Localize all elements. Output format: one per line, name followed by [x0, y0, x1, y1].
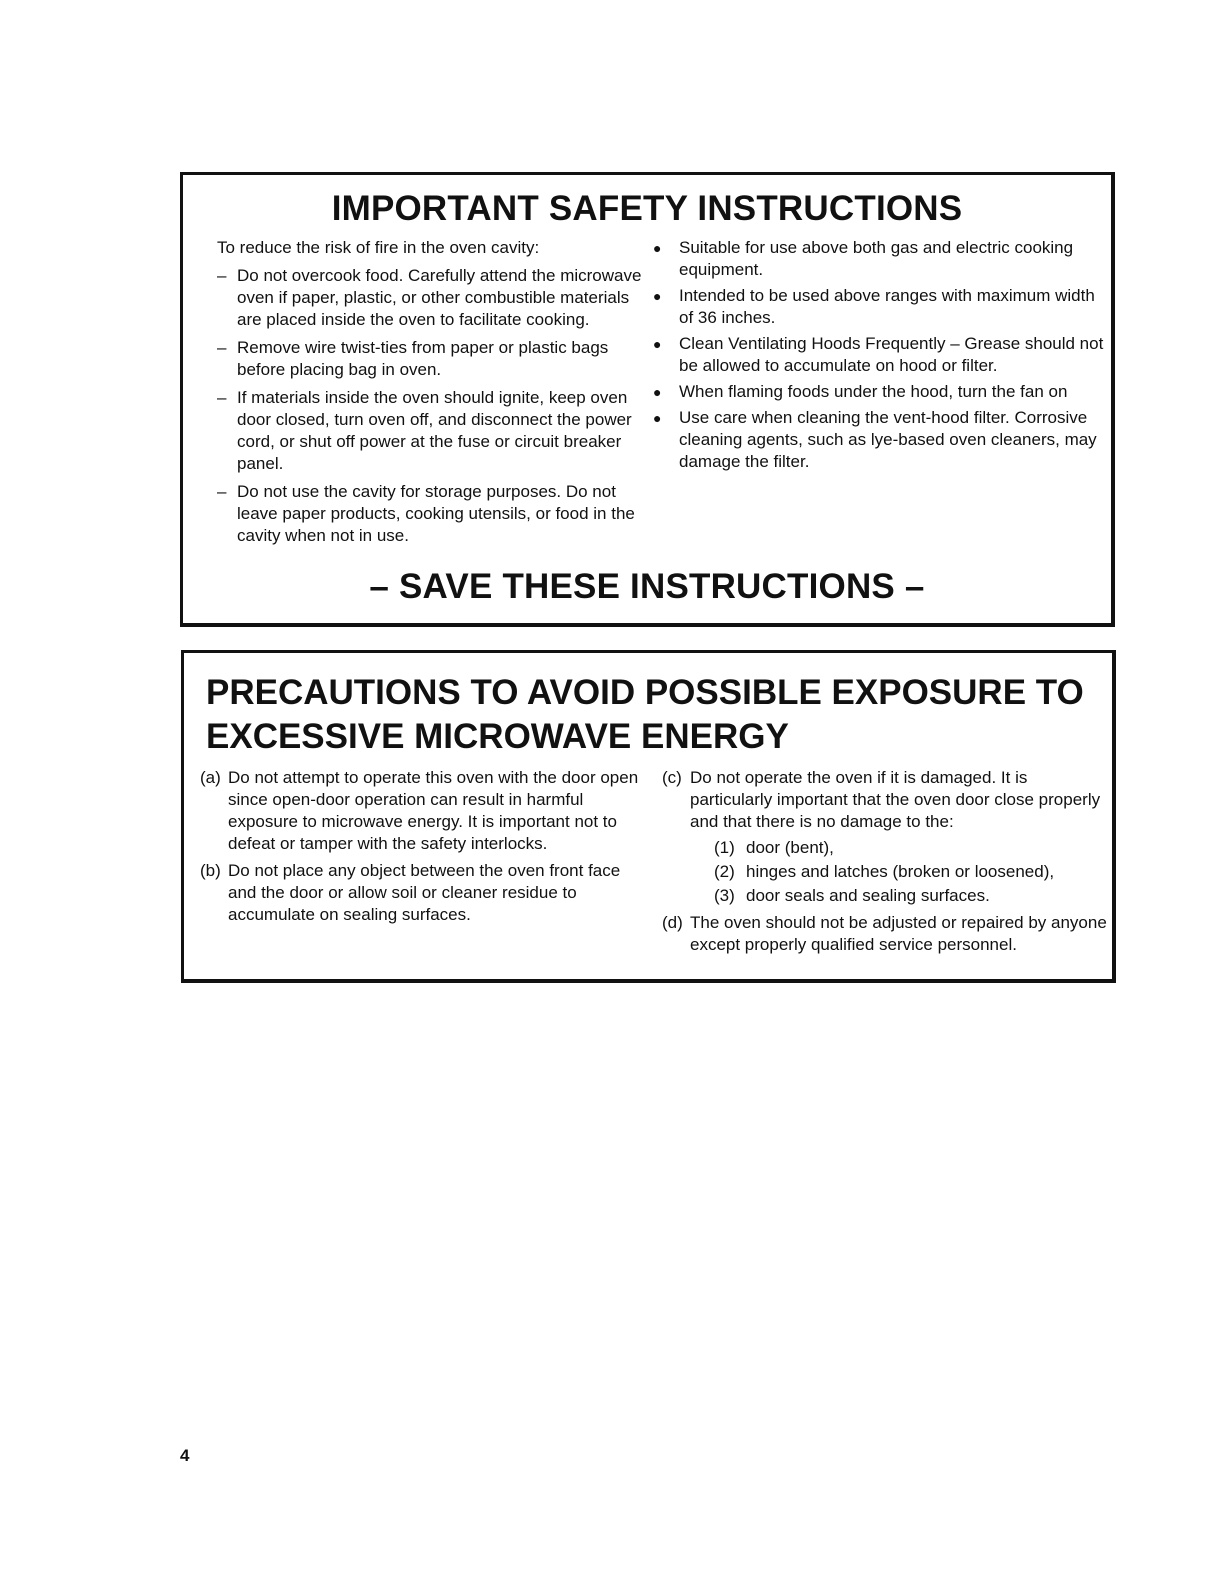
bullet-icon: ● — [653, 336, 662, 352]
sub-list-item — [714, 837, 1107, 859]
list-item — [653, 237, 1113, 281]
list-item-text: Do not operate the oven if it is damaged. It is particularly important that the oven door close properly and that there is no damage to the: — [690, 768, 1101, 831]
list-item — [217, 337, 657, 381]
bullet-icon: ● — [653, 288, 662, 304]
list-item-text: Do not attempt to operate this oven with the door open since open-door operation can result in harmful exposure to microwave energy. It is important not to defeat or tamper with the safety interlocks. — [228, 768, 639, 853]
dash-mark: – — [217, 266, 227, 285]
list-item-text: Use care when cleaning the vent-hood filter. Corrosive cleaning agents, such as lye-based oven cleaners, may damage the filter. — [679, 408, 1097, 471]
list-item — [653, 285, 1113, 329]
list-item-text: Do not use the cavity for storage purposes. Do not leave paper products, cooking utensils, or food in the cavity when not in use. — [237, 482, 635, 545]
sub-item-text: hinges and latches (broken or loosened), — [746, 862, 1055, 881]
sub-item-label: (3) — [714, 886, 735, 905]
sub-item-text: door seals and sealing surfaces. — [746, 886, 990, 905]
safety-instructions-box — [180, 172, 1115, 627]
dash-mark: – — [217, 338, 227, 357]
dash-mark: – — [217, 482, 227, 501]
safety-intro: To reduce the risk of fire in the oven cavity: — [217, 238, 540, 257]
sub-item-text: door (bent), — [746, 838, 834, 857]
item-label: (d) — [662, 913, 683, 932]
bullet-icon: ● — [653, 240, 662, 256]
list-item — [662, 912, 1107, 956]
list-item — [217, 481, 657, 547]
list-item — [200, 767, 650, 855]
list-item-text: Do not overcook food. Carefully attend the microwave oven if paper, plastic, or other combustible materials are placed inside the oven to facilitate cooking. — [237, 266, 642, 329]
list-item-text: The oven should not be adjusted or repaired by anyone except properly qualified service personnel. — [690, 913, 1107, 954]
list-item-text: Remove wire twist-ties from paper or plastic bags before placing bag in oven. — [237, 338, 609, 379]
list-item — [653, 407, 1113, 473]
save-instructions-heading: – SAVE THESE INSTRUCTIONS – — [369, 567, 925, 606]
item-label: (a) — [200, 768, 221, 787]
safety-right-column — [653, 237, 1113, 477]
precautions-right-column — [662, 767, 1107, 961]
list-item — [662, 767, 1107, 907]
list-item — [653, 333, 1113, 377]
list-item-text: If materials inside the oven should ignite, keep oven door closed, turn oven off, and disconnect the power cord, or shut off power at the fuse or circuit breaker panel. — [237, 388, 632, 473]
list-item-text: Clean Ventilating Hoods Frequently – Grease should not be allowed to accumulate on hood or filter. — [679, 334, 1104, 375]
page-number: 4 — [180, 1446, 190, 1465]
list-item-text: Do not place any object between the oven front face and the door or allow soil or cleaner residue to accumulate on sealing surfaces. — [228, 861, 621, 924]
list-item-text: Suitable for use above both gas and electric cooking equipment. — [679, 238, 1074, 279]
sub-list — [714, 837, 1107, 907]
dash-mark: – — [217, 388, 227, 407]
sub-item-label: (2) — [714, 862, 735, 881]
sub-list-item — [714, 861, 1107, 883]
item-label: (c) — [662, 768, 682, 787]
precautions-left-column — [200, 767, 650, 931]
list-item — [217, 265, 657, 331]
precautions-box — [181, 650, 1116, 983]
list-item-text: Intended to be used above ranges with maximum width of 36 inches. — [679, 286, 1095, 327]
list-item-text: When flaming foods under the hood, turn the fan on — [679, 382, 1068, 401]
bullet-icon: ● — [653, 410, 662, 426]
item-label: (b) — [200, 861, 221, 880]
list-item — [217, 387, 657, 475]
safety-left-column — [217, 237, 657, 553]
list-item — [200, 860, 650, 926]
bullet-icon: ● — [653, 384, 662, 400]
safety-title: IMPORTANT SAFETY INSTRUCTIONS — [331, 189, 963, 228]
sub-item-label: (1) — [714, 838, 735, 857]
precautions-title: PRECAUTIONS TO AVOID POSSIBLE EXPOSURE TO EXCESSIVE MICROWAVE ENERGY — [206, 673, 1084, 756]
list-item — [653, 381, 1113, 403]
sub-list-item — [714, 885, 1107, 907]
